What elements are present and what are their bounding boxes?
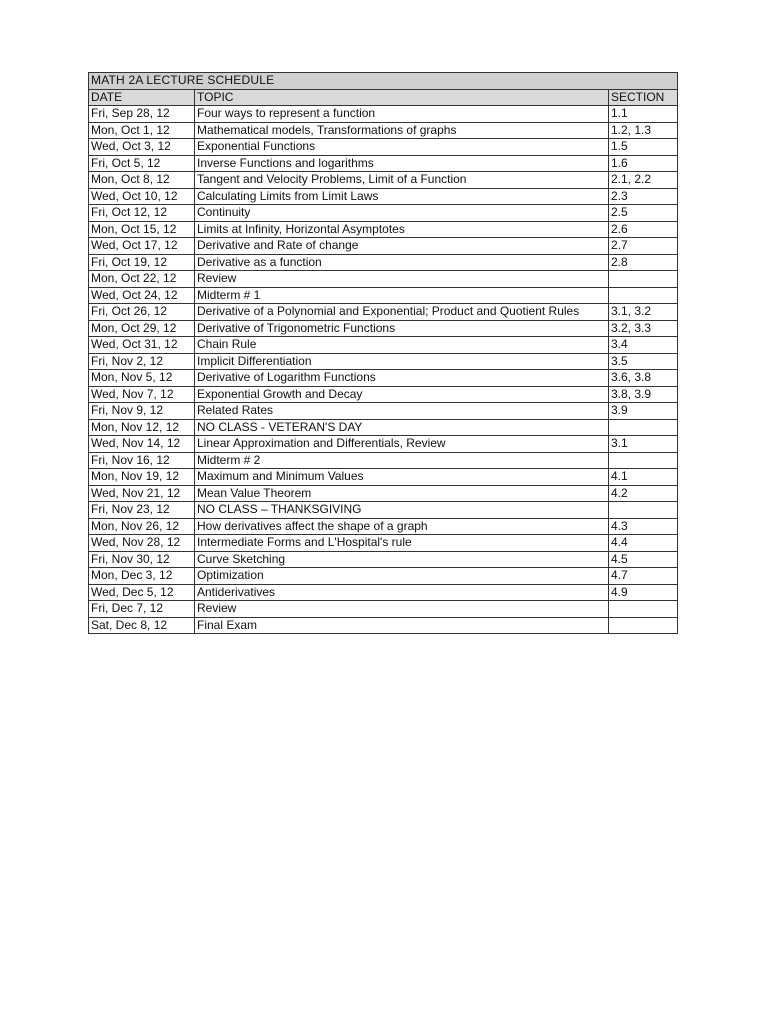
cell-section: 1.2, 1.3: [609, 122, 678, 139]
table-row: [89, 403, 678, 420]
table-row: [89, 535, 678, 552]
cell-date: Fri, Nov 30, 12: [89, 551, 195, 568]
cell-date: Wed, Nov 7, 12: [89, 386, 195, 403]
cell-section: 4.5: [609, 551, 678, 568]
schedule-body: [89, 106, 678, 634]
cell-section: [609, 601, 678, 618]
cell-topic: Derivative of Trigonometric Functions: [195, 320, 609, 337]
cell-topic: Review: [195, 601, 609, 618]
cell-date: Fri, Nov 2, 12: [89, 353, 195, 370]
table-row: [89, 419, 678, 436]
table-row: [89, 386, 678, 403]
cell-date: Wed, Oct 31, 12: [89, 337, 195, 354]
table-row: [89, 122, 678, 139]
table-row: [89, 172, 678, 189]
table-row: [89, 139, 678, 156]
cell-topic: Chain Rule: [195, 337, 609, 354]
column-header-section: SECTION: [609, 89, 678, 106]
cell-date: Mon, Nov 19, 12: [89, 469, 195, 486]
cell-section: 4.3: [609, 518, 678, 535]
cell-section: 4.9: [609, 584, 678, 601]
cell-section: [609, 452, 678, 469]
cell-section: 3.4: [609, 337, 678, 354]
cell-date: Wed, Oct 10, 12: [89, 188, 195, 205]
cell-date: Mon, Dec 3, 12: [89, 568, 195, 585]
cell-date: Fri, Sep 28, 12: [89, 106, 195, 123]
table-row: [89, 320, 678, 337]
cell-date: Mon, Nov 26, 12: [89, 518, 195, 535]
cell-topic: Final Exam: [195, 617, 609, 634]
header-row: [89, 89, 678, 106]
cell-date: Fri, Dec 7, 12: [89, 601, 195, 618]
cell-topic: Review: [195, 271, 609, 288]
table-row: [89, 304, 678, 321]
cell-section: 1.1: [609, 106, 678, 123]
cell-topic: Derivative and Rate of change: [195, 238, 609, 255]
cell-section: 2.5: [609, 205, 678, 222]
table-row: [89, 221, 678, 238]
cell-section: 2.6: [609, 221, 678, 238]
table-row: [89, 452, 678, 469]
cell-section: 4.1: [609, 469, 678, 486]
table-row: [89, 518, 678, 535]
table-row: [89, 436, 678, 453]
cell-section: [609, 419, 678, 436]
cell-date: Wed, Nov 28, 12: [89, 535, 195, 552]
cell-topic: Tangent and Velocity Problems, Limit of a Function: [195, 172, 609, 189]
cell-section: 4.2: [609, 485, 678, 502]
cell-section: [609, 617, 678, 634]
title-row: [89, 73, 678, 90]
cell-topic: Exponential Functions: [195, 139, 609, 156]
cell-date: Wed, Oct 3, 12: [89, 139, 195, 156]
cell-topic: Curve Sketching: [195, 551, 609, 568]
cell-date: Wed, Dec 5, 12: [89, 584, 195, 601]
cell-date: Fri, Oct 12, 12: [89, 205, 195, 222]
column-header-topic: TOPIC: [195, 89, 609, 106]
cell-section: 3.2, 3.3: [609, 320, 678, 337]
cell-topic: Mathematical models, Transformations of graphs: [195, 122, 609, 139]
cell-section: 3.1, 3.2: [609, 304, 678, 321]
cell-section: 3.6, 3.8: [609, 370, 678, 387]
column-header-date: DATE: [89, 89, 195, 106]
cell-topic: Derivative of Logarithm Functions: [195, 370, 609, 387]
cell-date: Wed, Oct 24, 12: [89, 287, 195, 304]
cell-topic: NO CLASS – THANKSGIVING: [195, 502, 609, 519]
schedule-sheet: [88, 72, 677, 634]
cell-topic: How derivatives affect the shape of a graph: [195, 518, 609, 535]
cell-topic: Exponential Growth and Decay: [195, 386, 609, 403]
cell-topic: Four ways to represent a function: [195, 106, 609, 123]
cell-date: Mon, Oct 15, 12: [89, 221, 195, 238]
cell-topic: Implicit Differentiation: [195, 353, 609, 370]
schedule-title: MATH 2A LECTURE SCHEDULE: [89, 73, 678, 90]
cell-topic: Optimization: [195, 568, 609, 585]
cell-date: Fri, Oct 26, 12: [89, 304, 195, 321]
cell-section: 2.7: [609, 238, 678, 255]
cell-date: Mon, Oct 1, 12: [89, 122, 195, 139]
table-row: [89, 502, 678, 519]
table-row: [89, 271, 678, 288]
table-row: [89, 238, 678, 255]
cell-section: 2.3: [609, 188, 678, 205]
cell-topic: Derivative of a Polynomial and Exponential; Product and Quotient Rules: [195, 304, 609, 321]
cell-topic: Continuity: [195, 205, 609, 222]
table-row: [89, 601, 678, 618]
cell-section: 2.1, 2.2: [609, 172, 678, 189]
cell-section: 3.1: [609, 436, 678, 453]
table-row: [89, 155, 678, 172]
cell-section: 3.5: [609, 353, 678, 370]
cell-date: Fri, Nov 23, 12: [89, 502, 195, 519]
cell-topic: Inverse Functions and logarithms: [195, 155, 609, 172]
cell-topic: Mean Value Theorem: [195, 485, 609, 502]
cell-date: Fri, Nov 16, 12: [89, 452, 195, 469]
cell-section: [609, 287, 678, 304]
table-row: [89, 469, 678, 486]
cell-date: Fri, Oct 5, 12: [89, 155, 195, 172]
cell-date: Mon, Nov 5, 12: [89, 370, 195, 387]
table-row: [89, 188, 678, 205]
table-row: [89, 370, 678, 387]
cell-topic: Derivative as a function: [195, 254, 609, 271]
table-row: [89, 353, 678, 370]
table-row: [89, 584, 678, 601]
table-row: [89, 287, 678, 304]
cell-date: Mon, Oct 8, 12: [89, 172, 195, 189]
cell-section: 3.8, 3.9: [609, 386, 678, 403]
cell-section: 3.9: [609, 403, 678, 420]
cell-date: Wed, Oct 17, 12: [89, 238, 195, 255]
cell-topic: Midterm # 2: [195, 452, 609, 469]
cell-section: 2.8: [609, 254, 678, 271]
cell-date: Mon, Oct 22, 12: [89, 271, 195, 288]
schedule-table: [88, 72, 678, 634]
table-row: [89, 485, 678, 502]
cell-section: 1.5: [609, 139, 678, 156]
cell-date: Sat, Dec 8, 12: [89, 617, 195, 634]
cell-topic: Related Rates: [195, 403, 609, 420]
cell-topic: Intermediate Forms and L'Hospital's rule: [195, 535, 609, 552]
cell-date: Fri, Oct 19, 12: [89, 254, 195, 271]
cell-date: Wed, Nov 14, 12: [89, 436, 195, 453]
table-row: [89, 551, 678, 568]
cell-section: 4.7: [609, 568, 678, 585]
cell-section: [609, 271, 678, 288]
table-row: [89, 617, 678, 634]
cell-date: Mon, Nov 12, 12: [89, 419, 195, 436]
table-row: [89, 106, 678, 123]
cell-topic: NO CLASS - VETERAN'S DAY: [195, 419, 609, 436]
cell-date: Mon, Oct 29, 12: [89, 320, 195, 337]
cell-date: Wed, Nov 21, 12: [89, 485, 195, 502]
cell-topic: Antiderivatives: [195, 584, 609, 601]
cell-section: [609, 502, 678, 519]
cell-section: 1.6: [609, 155, 678, 172]
cell-topic: Midterm # 1: [195, 287, 609, 304]
table-row: [89, 205, 678, 222]
cell-topic: Limits at Infinity, Horizontal Asymptotes: [195, 221, 609, 238]
cell-topic: Linear Approximation and Differentials, Review: [195, 436, 609, 453]
table-row: [89, 254, 678, 271]
table-row: [89, 337, 678, 354]
cell-topic: Maximum and Minimum Values: [195, 469, 609, 486]
cell-section: 4.4: [609, 535, 678, 552]
table-row: [89, 568, 678, 585]
cell-date: Fri, Nov 9, 12: [89, 403, 195, 420]
cell-topic: Calculating Limits from Limit Laws: [195, 188, 609, 205]
